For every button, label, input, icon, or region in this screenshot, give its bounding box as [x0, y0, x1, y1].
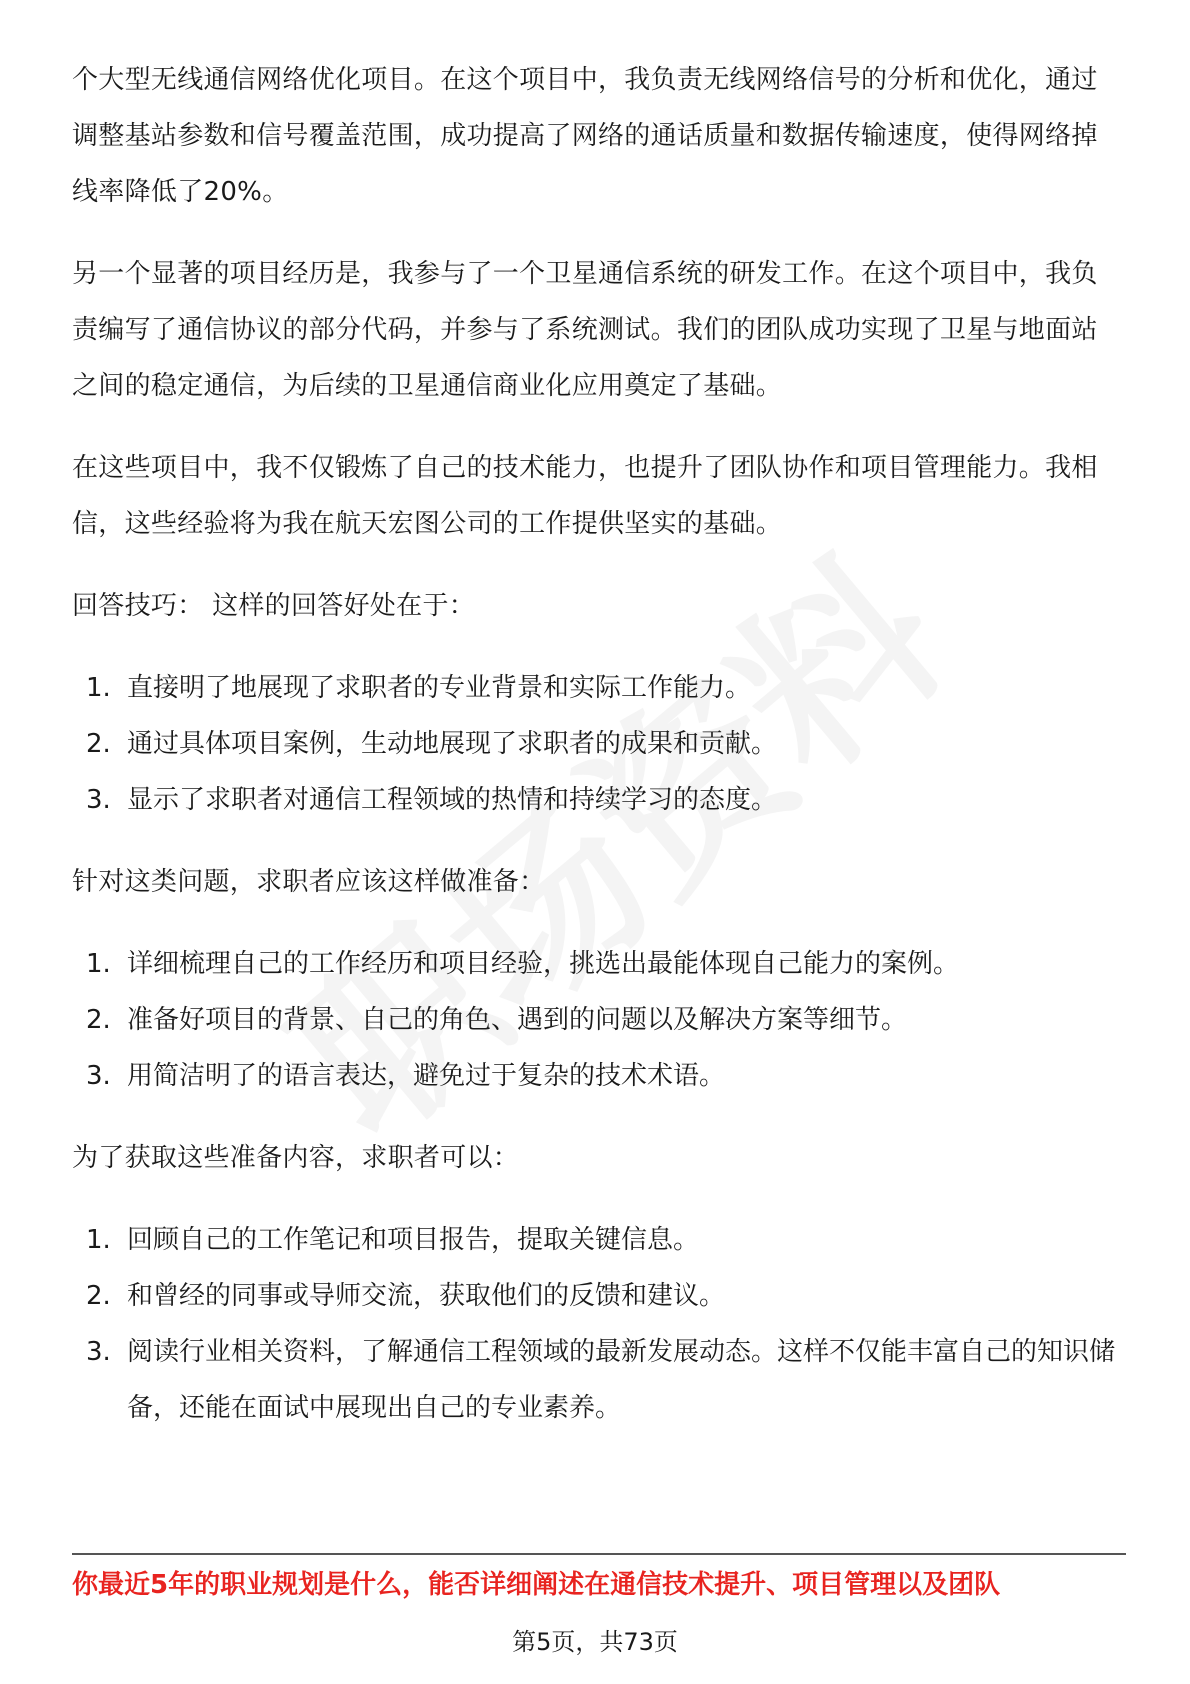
gathering-list	[72, 1212, 1122, 1436]
list-number: 1.	[86, 949, 111, 979]
answer-tips-list	[72, 660, 1122, 828]
list-number: 3.	[86, 1337, 111, 1367]
next-question-heading: 你最近5年的职业规划是什么，能否详细阐述在通信技术提升、项目管理以及团队	[72, 1570, 1001, 1600]
list-item	[72, 1048, 1122, 1104]
section-divider	[72, 1553, 1126, 1555]
list-number: 2.	[86, 1281, 111, 1311]
preparation-heading: 针对这类问题，求职者应该这样做准备：	[72, 867, 546, 897]
list-item-text: 直接明了地展现了求职者的专业背景和实际工作能力。	[127, 673, 752, 703]
list-item-text: 阅读行业相关资料，了解通信工程领域的最新发展动态。这样不仅能丰富自己的知识储备，还能在面试中展现出自己的专业素养。	[127, 1337, 1116, 1423]
list-item	[72, 992, 1122, 1048]
answer-tips-heading: 回答技巧： 这样的回答好处在于：	[72, 591, 476, 621]
list-number: 2.	[86, 1005, 111, 1035]
list-number: 1.	[86, 673, 111, 703]
paragraph-project-2: 另一个显著的项目经历是，我参与了一个卫星通信系统的研发工作。在这个项目中，我负责编写了通信协议的部分代码，并参与了系统测试。我们的团队成功实现了卫星与地面站之间的稳定通信，为后续的卫星通信商业化应用奠定了基础。	[72, 259, 1098, 401]
list-item	[72, 1212, 1122, 1268]
list-item-text: 回顾自己的工作笔记和项目报告，提取关键信息。	[127, 1225, 700, 1255]
list-number: 3.	[86, 785, 111, 815]
list-item-text: 通过具体项目案例，生动地展现了求职者的成果和贡献。	[127, 729, 778, 759]
paragraph-summary: 在这些项目中，我不仅锻炼了自己的技术能力，也提升了团队协作和项目管理能力。我相信，这些经验将为我在航天宏图公司的工作提供坚实的基础。	[72, 453, 1098, 539]
paragraph-project-1: 个大型无线通信网络优化项目。在这个项目中，我负责无线网络信号的分析和优化，通过调整基站参数和信号覆盖范围，成功提高了网络的通话质量和数据传输速度，使得网络掉线率降低了20%。	[72, 65, 1098, 207]
list-item-text: 用简洁明了的语言表达，避免过于复杂的技术术语。	[127, 1061, 726, 1091]
list-number: 2.	[86, 729, 111, 759]
list-item-text: 详细梳理自己的工作经历和项目经验，挑选出最能体现自己能力的案例。	[127, 949, 960, 979]
list-number: 1.	[86, 1225, 111, 1255]
list-item	[72, 772, 1122, 828]
list-item	[72, 1324, 1122, 1436]
gathering-heading: 为了获取这些准备内容，求职者可以：	[72, 1143, 520, 1173]
list-item	[72, 1268, 1122, 1324]
preparation-list	[72, 936, 1122, 1104]
list-number: 3.	[86, 1061, 111, 1091]
list-item	[72, 716, 1122, 772]
list-item-text: 显示了求职者对通信工程领域的热情和持续学习的态度。	[127, 785, 778, 815]
list-item	[72, 936, 1122, 992]
page-content	[72, 52, 1122, 1462]
page-number-footer: 第5页，共73页	[512, 1628, 678, 1656]
list-item-text: 和曾经的同事或导师交流，获取他们的反馈和建议。	[127, 1281, 726, 1311]
list-item	[72, 660, 1122, 716]
list-item-text: 准备好项目的背景、自己的角色、遇到的问题以及解决方案等细节。	[127, 1005, 908, 1035]
